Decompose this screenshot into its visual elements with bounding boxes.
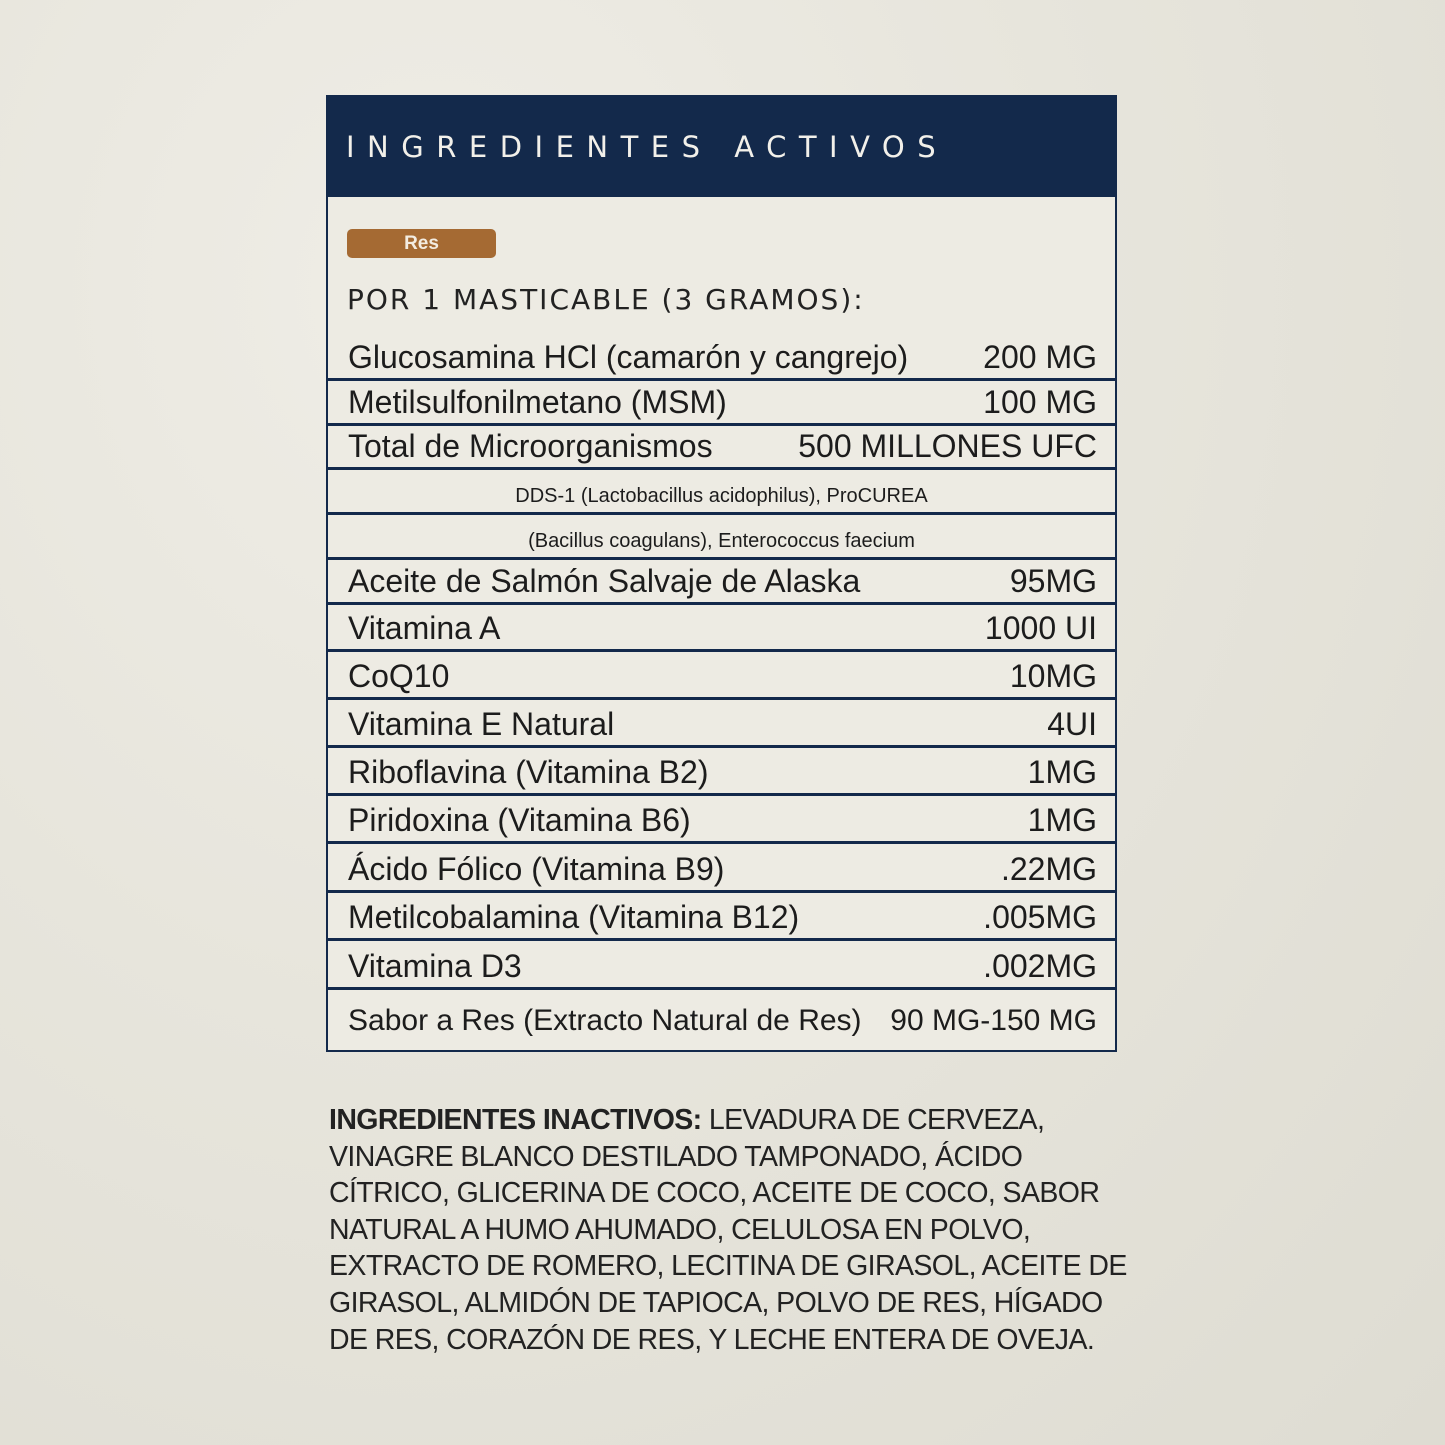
ingredient-name: Glucosamina HCl (camarón y cangrejo) bbox=[348, 339, 909, 375]
ingredient-name: Total de Microorganismos bbox=[348, 428, 713, 464]
ingredient-row bbox=[328, 941, 1115, 990]
ingredient-row bbox=[328, 700, 1115, 748]
ingredient-row bbox=[328, 560, 1115, 605]
inactive-ingredients bbox=[329, 1102, 1129, 1358]
ingredient-name: CoQ10 bbox=[348, 658, 450, 694]
ingredient-name: Metilsulfonilmetano (MSM) bbox=[348, 384, 727, 420]
ingredient-name: Piridoxina (Vitamina B6) bbox=[348, 802, 691, 838]
ingredient-name: Sabor a Res (Extracto Natural de Res) bbox=[348, 1004, 862, 1037]
ingredient-note-row bbox=[328, 515, 1115, 560]
ingredient-name: Vitamina D3 bbox=[348, 948, 522, 984]
ingredient-amount: 10MG bbox=[1009, 658, 1097, 694]
ingredient-amount: 100 MG bbox=[983, 384, 1097, 420]
ingredient-row bbox=[328, 990, 1115, 1040]
inactive-ingredients-label: INGREDIENTES INACTIVOS: bbox=[329, 1104, 702, 1136]
ingredient-row bbox=[328, 605, 1115, 652]
ingredient-amount: 4UI bbox=[1047, 706, 1097, 742]
ingredient-row bbox=[328, 381, 1115, 426]
ingredient-amount: 500 MILLONES UFC bbox=[798, 428, 1097, 464]
panel-header bbox=[328, 97, 1115, 197]
ingredient-name: Vitamina A bbox=[348, 610, 501, 646]
serving-size: POR 1 MASTICABLE (3 GRAMOS): bbox=[347, 283, 865, 316]
ingredient-amount: .22MG bbox=[1000, 851, 1097, 887]
ingredient-name: Metilcobalamina (Vitamina B12) bbox=[348, 899, 800, 935]
ingredient-amount: 200 MG bbox=[983, 339, 1097, 375]
ingredient-amount: .002MG bbox=[983, 948, 1097, 984]
ingredient-row bbox=[328, 337, 1115, 381]
ingredient-row bbox=[328, 893, 1115, 941]
ingredient-amount: 1MG bbox=[1027, 802, 1097, 838]
ingredient-name: Vitamina E Natural bbox=[348, 706, 615, 742]
panel-title: INGREDIENTES ACTIVOS bbox=[346, 130, 949, 164]
ingredient-row bbox=[328, 426, 1115, 470]
ingredient-note-row bbox=[328, 470, 1115, 515]
ingredient-note: DDS-1 (Lactobacillus acidophilus), ProCUREA bbox=[515, 485, 928, 507]
flavor-badge: Res bbox=[347, 229, 496, 258]
ingredient-row bbox=[328, 652, 1115, 700]
ingredient-amount: .005MG bbox=[983, 899, 1097, 935]
inactive-ingredients-text: LEVADURA DE CERVEZA, VINAGRE BLANCO DESTILADO TAMPONADO, ÁCIDO CÍTRICO, GLICERINA DE COCO, ACEITE DE COCO, SABOR NATURAL A HUMO AHUMADO, CELULOSA EN POLVO, EXTRACTO DE ROMERO, LECITINA DE GIRASOL, ACEITE DE GIRASOL, ALMIDÓN DE TAPIOCA, POLVO DE RES, HÍGADO DE RES, CORAZÓN DE RES, Y LECHE ENTERA DE OVEJA. bbox=[329, 1104, 1127, 1356]
ingredient-amount: 90 MG-150 MG bbox=[890, 1004, 1097, 1037]
ingredient-note: (Bacillus coagulans), Enterococcus faecium bbox=[528, 530, 915, 552]
ingredient-name: Ácido Fólico (Vitamina B9) bbox=[348, 851, 725, 887]
ingredient-row bbox=[328, 844, 1115, 893]
ingredient-amount: 1000 UI bbox=[984, 610, 1097, 646]
ingredient-row bbox=[328, 748, 1115, 796]
ingredient-name: Aceite de Salmón Salvaje de Alaska bbox=[348, 563, 861, 599]
active-ingredients-panel bbox=[326, 95, 1117, 1052]
ingredient-amount: 95MG bbox=[1009, 563, 1097, 599]
ingredient-name: Riboflavina (Vitamina B2) bbox=[348, 754, 709, 790]
ingredient-row bbox=[328, 796, 1115, 844]
ingredient-amount: 1MG bbox=[1027, 754, 1097, 790]
